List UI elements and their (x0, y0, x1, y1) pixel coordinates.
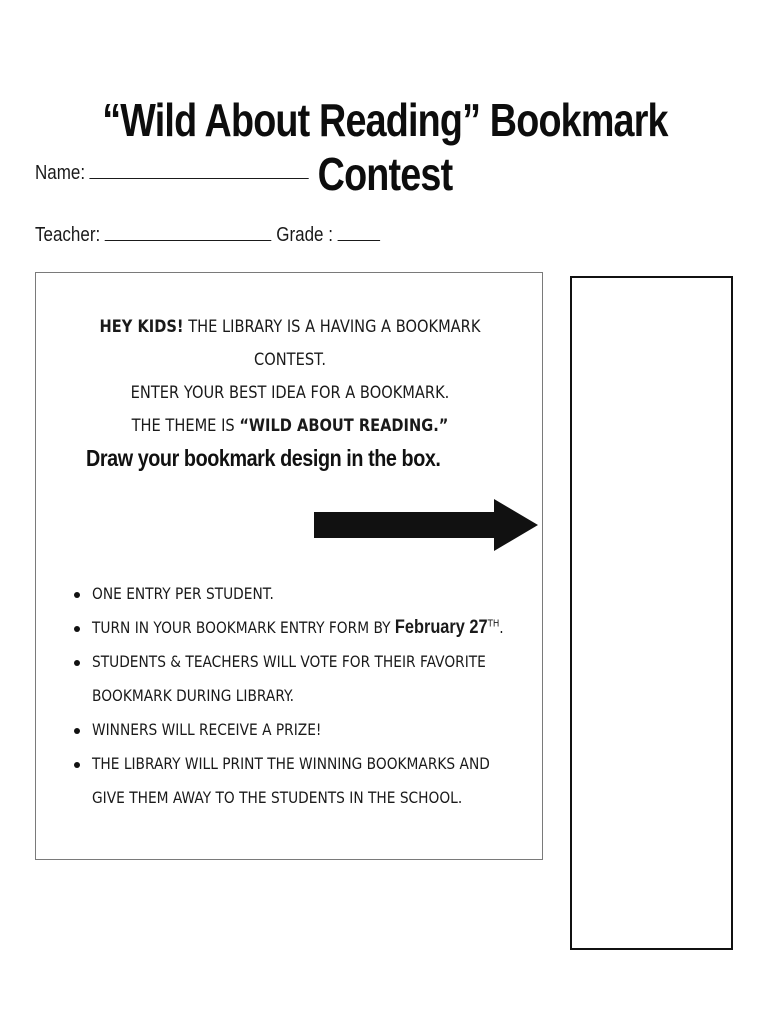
rule-text: ONE ENTRY PER STUDENT. (92, 584, 274, 603)
draw-instruction: Draw your bookmark design in the box. (86, 445, 441, 471)
page-title: “Wild About Reading” Bookmark Contest (102, 93, 668, 200)
name-label: Name: (35, 162, 86, 184)
rule-item (74, 645, 544, 713)
theme-name: “WILD ABOUT READING.” (239, 416, 449, 436)
bookmark-drawing-area[interactable] (570, 276, 733, 950)
grade-input-line[interactable] (338, 222, 381, 241)
rule-item (74, 713, 544, 747)
intro-line-1-text: THE LIBRARY IS A HAVING A BOOKMARK CONTEST. (183, 317, 481, 370)
teacher-label: Teacher: (35, 224, 101, 246)
rule-item (74, 577, 544, 611)
right-arrow-icon (314, 499, 538, 551)
intro-text (72, 311, 509, 443)
bullet-icon (74, 626, 80, 632)
theme-prefix: THE THEME IS (131, 416, 240, 436)
contest-info-box (35, 272, 543, 860)
rule-text: WINNERS WILL RECEIVE A PRIZE! (92, 720, 322, 739)
deadline-suffix: TH (487, 618, 500, 630)
rule-item (74, 611, 544, 645)
rule-text: STUDENTS & TEACHERS WILL VOTE FOR THEIR FAVORITE BOOKMARK DURING LIBRARY. (92, 652, 486, 705)
intro-line-2: ENTER YOUR BEST IDEA FOR A BOOKMARK. (130, 383, 450, 403)
name-input-line[interactable] (90, 160, 309, 179)
bullet-icon (74, 660, 80, 666)
rule-text-before: TURN IN YOUR BOOKMARK ENTRY FORM BY (92, 618, 395, 637)
intro-line-1 (72, 311, 509, 377)
name-field (35, 160, 309, 185)
deadline-date: February 27 (394, 617, 488, 638)
rule-text-after: . (499, 618, 504, 637)
rule-text: THE LIBRARY WILL PRINT THE WINNING BOOKMARKS AND GIVE THEM AWAY TO THE STUDENTS IN THE SCHOOL. (92, 754, 490, 807)
rules-list (74, 577, 544, 815)
teacher-input-line[interactable] (105, 222, 272, 241)
teacher-grade-field (35, 222, 380, 247)
bullet-icon (74, 592, 80, 598)
rule-item (74, 747, 544, 815)
intro-line-3 (72, 410, 509, 443)
bullet-icon (74, 762, 80, 768)
greeting: HEY KIDS! (99, 317, 184, 337)
bullet-icon (74, 728, 80, 734)
rule-text (92, 611, 522, 645)
grade-label: Grade : (276, 224, 333, 246)
